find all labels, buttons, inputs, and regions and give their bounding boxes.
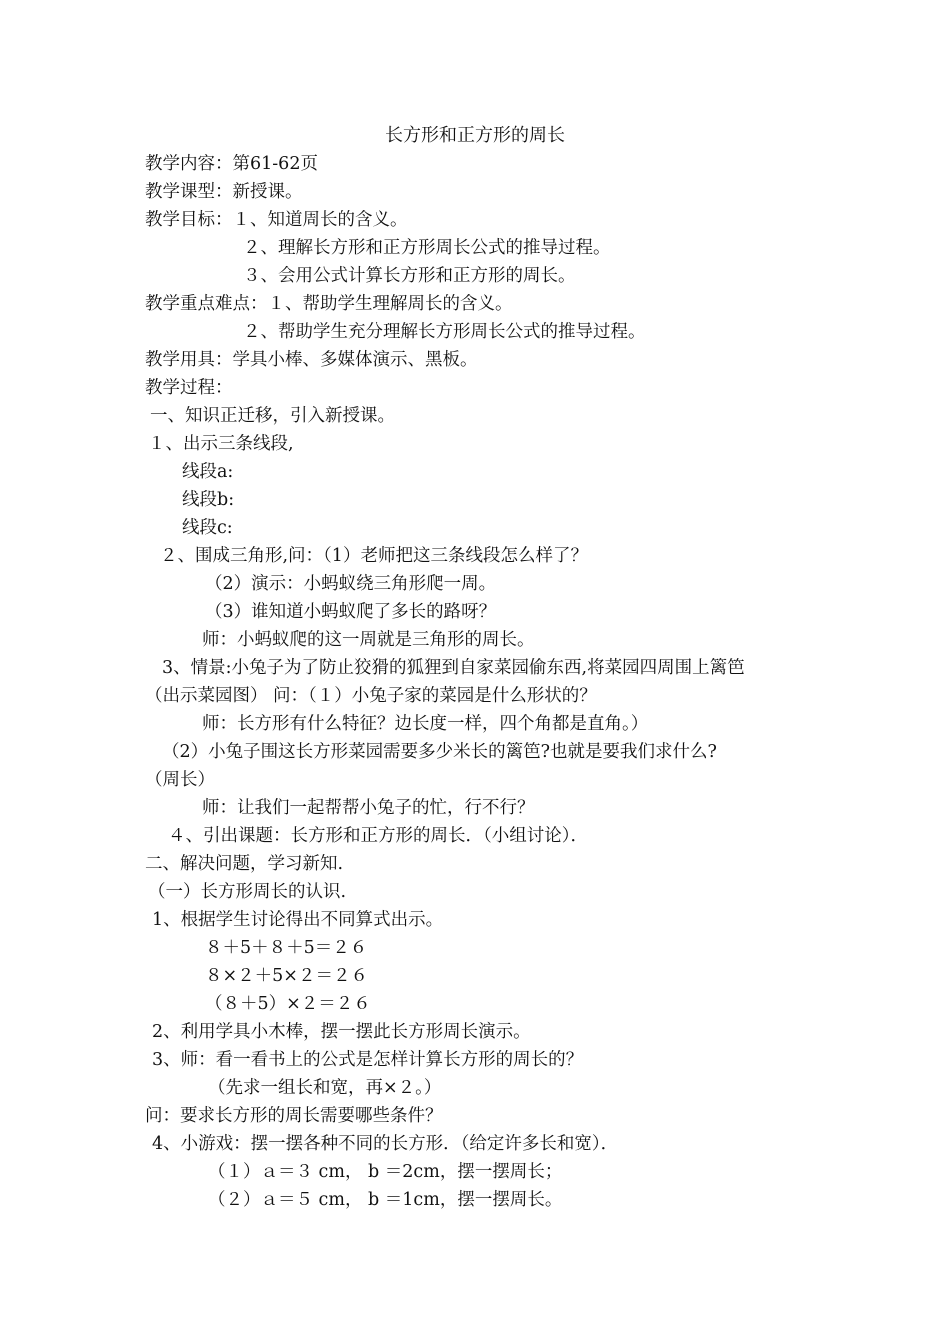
teaching-process-heading: 教学过程： — [145, 378, 233, 398]
document-title: 长方形和正方形的周长 — [385, 125, 565, 146]
perimeter-answer-line: （周长） — [145, 770, 215, 790]
formula-line-2: ８×２＋5×２＝２６ — [205, 966, 368, 986]
subsection-one-heading: （一）长方形周长的认识. — [148, 882, 347, 902]
game-item-line-2: （２）ａ＝５ cm， b ＝1cm，摆一摆周长。 — [208, 1190, 563, 1210]
teaching-goal-line-1: 教学目标：１、知道周长的含义。 — [145, 210, 408, 230]
segment-b-line: 线段b: — [182, 490, 235, 510]
teaching-tools-line: 教学用具：学具小棒、多媒体演示、黑板。 — [145, 350, 478, 370]
section-one-heading: 一、知识正迁移，引入新授课。 — [150, 406, 395, 426]
demo-line: （2）演示：小蚂蚁绕三角形爬一周。 — [205, 574, 497, 594]
teaching-goal-line-3: ３、会用公式计算长方形和正方形的周长。 — [243, 266, 576, 286]
mini-game-line: 4、小游戏：摆一摆各种不同的长方形．（给定许多长和宽）． — [152, 1134, 619, 1154]
question-line: （3）谁知道小蚂蚁爬了多长的路呀？ — [205, 602, 497, 622]
game-item-line-1: （１）ａ＝３ cm， b ＝2cm，摆一摆周长； — [208, 1162, 563, 1182]
step-three-line: 3、情景:小兔子为了防止狡猾的狐狸到自家菜园偷东西,将菜园四周围上篱笆 — [162, 658, 745, 678]
garden-question-line: （出示菜园图） 问：（１）小兔子家的菜园是什么形状的？ — [145, 686, 597, 706]
teacher-line-3: 师：让我们一起帮帮小兔子的忙，行不行？ — [202, 798, 535, 818]
book-formula-line: 3、师：看一看书上的公式是怎样计算长方形的周长的？ — [152, 1050, 584, 1070]
tool-demo-line: 2、利用学具小木棒，摆一摆此长方形周长演示。 — [152, 1022, 531, 1042]
teacher-line-2: 师：长方形有什么特征？边长度一样，四个角都是直角。） — [202, 714, 649, 734]
step-one-line: １、出示三条线段, — [148, 434, 294, 454]
segment-a-line: 线段a: — [182, 462, 234, 482]
section-two-heading: 二、解决问题，学习新知. — [145, 854, 344, 874]
teaching-goal-line-2: ２、理解长方形和正方形周长公式的推导过程。 — [243, 238, 611, 258]
key-difficulty-line-1: 教学重点难点：１、帮助学生理解周长的含义。 — [145, 294, 513, 314]
fence-question-line: （2）小兔子围这长方形菜园需要多少米长的篱笆?也就是要我们求什么? — [162, 742, 717, 762]
conditions-question-line: 问：要求长方形的周长需要哪些条件？ — [145, 1106, 443, 1126]
lesson-type-line: 教学课型：新授课。 — [145, 182, 303, 202]
formula-line-1: ８＋5＋８＋5＝２６ — [205, 938, 368, 958]
teaching-content-line: 教学内容：第61-62页 — [145, 154, 318, 174]
formula-line-3: （８＋5）×２＝２６ — [205, 994, 371, 1014]
step-four-line: ４、引出课题：长方形和正方形的周长．（小组讨论）． — [168, 826, 588, 846]
formula-note-line: （先求一组长和宽，再×２。） — [208, 1078, 442, 1098]
step-two-line: ２、围成三角形,问：（1）老师把这三条线段怎么样了？ — [160, 546, 588, 566]
key-difficulty-line-2: ２、帮助学生充分理解长方形周长公式的推导过程。 — [243, 322, 646, 342]
formula-intro-line: 1、根据学生讨论得出不同算式出示。 — [152, 910, 444, 930]
teacher-line-1: 师：小蚂蚁爬的这一周就是三角形的周长。 — [202, 630, 535, 650]
segment-c-line: 线段c: — [182, 518, 233, 538]
